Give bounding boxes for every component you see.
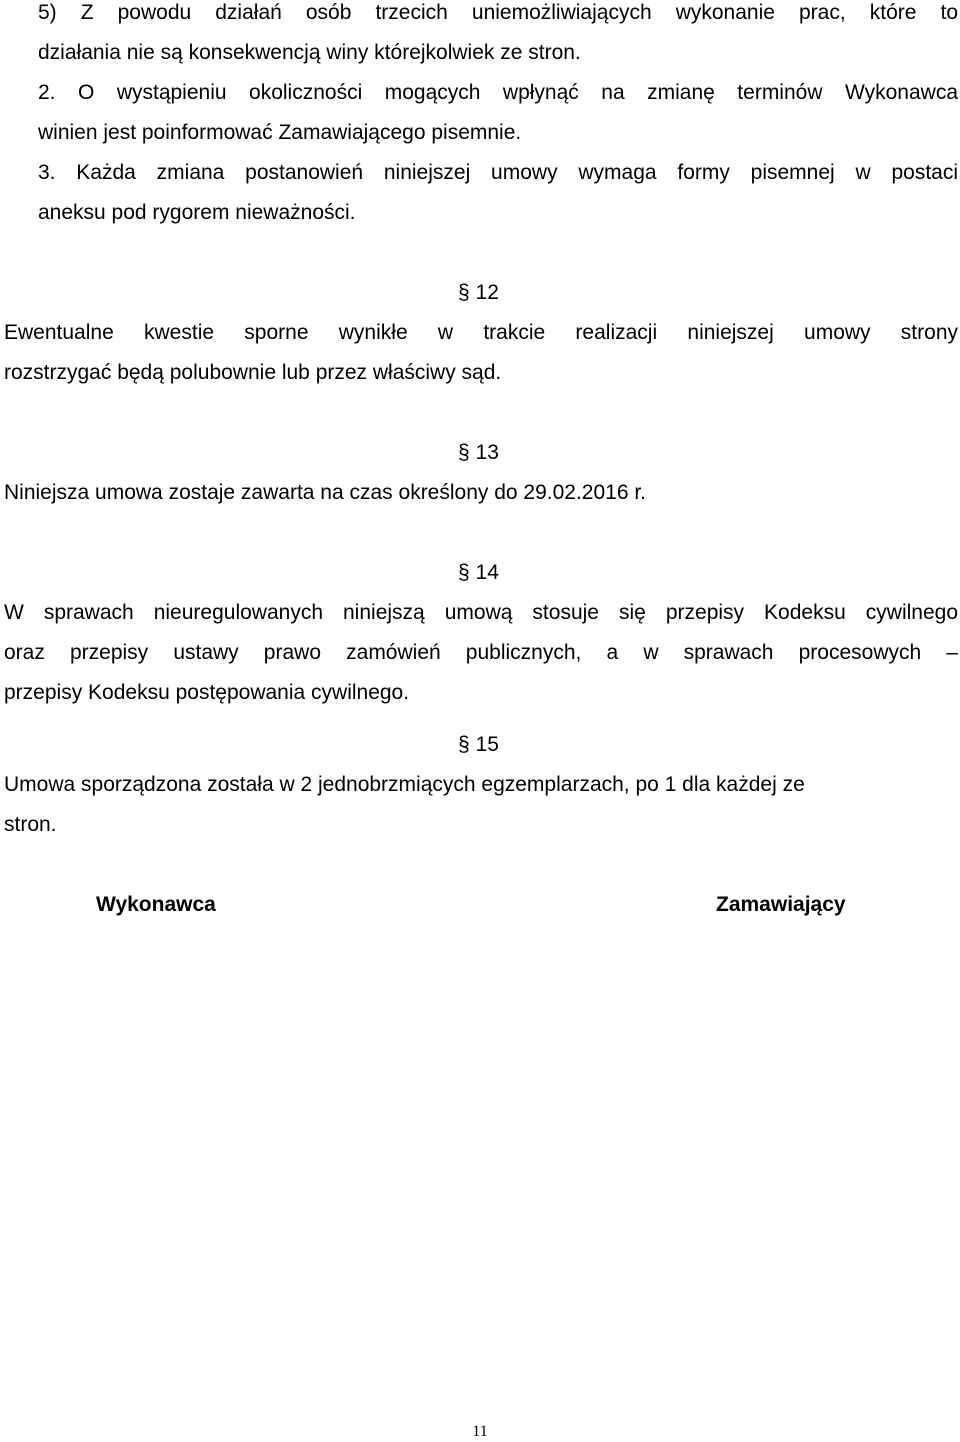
section-15-heading: § 15 [458, 733, 499, 756]
section-12-heading: § 12 [458, 281, 499, 304]
point-3-line-2: aneksu pod rygorem nieważności. [38, 201, 356, 224]
signature-employer-label: Zamawiający [716, 893, 846, 916]
section-14-line-3: przepisy Kodeksu postępowania cywilnego. [4, 681, 410, 704]
section-12-line-1: Ewentualne kwestie sporne wynikłe w trakcie realizacji niniejszej umowy strony [4, 321, 958, 344]
section-14-line-1: W sprawach nieuregulowanych niniejszą umową stosuje się przepisy Kodeksu cywilnego [4, 601, 958, 624]
point-2-line-2: winien jest poinformować Zamawiającego pisemnie. [38, 121, 522, 144]
section-15-line-1: Umowa sporządzona została w 2 jednobrzmiących egzemplarzach, po 1 dla każdej ze [4, 773, 805, 796]
section-14-heading: § 14 [458, 561, 499, 584]
clause-5-line-2: działania nie są konsekwencją winy którejkolwiek ze stron. [38, 41, 581, 64]
section-12-line-2: rozstrzygać będą polubownie lub przez właściwy sąd. [4, 361, 502, 384]
point-2-line-1: 2. O wystąpieniu okoliczności mogących wpłynąć na zmianę terminów Wykonawca [38, 81, 958, 104]
section-13-heading: § 13 [458, 441, 499, 464]
point-3-line-1: 3. Każda zmiana postanowień niniejszej umowy wymaga formy pisemnej w postaci [38, 161, 958, 184]
section-14-line-2: oraz przepisy ustawy prawo zamówień publicznych, a w sprawach procesowych – [4, 641, 958, 664]
clause-5-line-1: 5) Z powodu działań osób trzecich uniemożliwiających wykonanie prac, które to [38, 1, 958, 24]
page-number: 11 [472, 1423, 488, 1440]
section-13-line-1: Niniejsza umowa zostaje zawarta na czas określony do 29.02.2016 r. [4, 481, 647, 504]
section-15-line-2: stron. [4, 813, 57, 836]
signature-contractor-label: Wykonawca [96, 893, 216, 916]
